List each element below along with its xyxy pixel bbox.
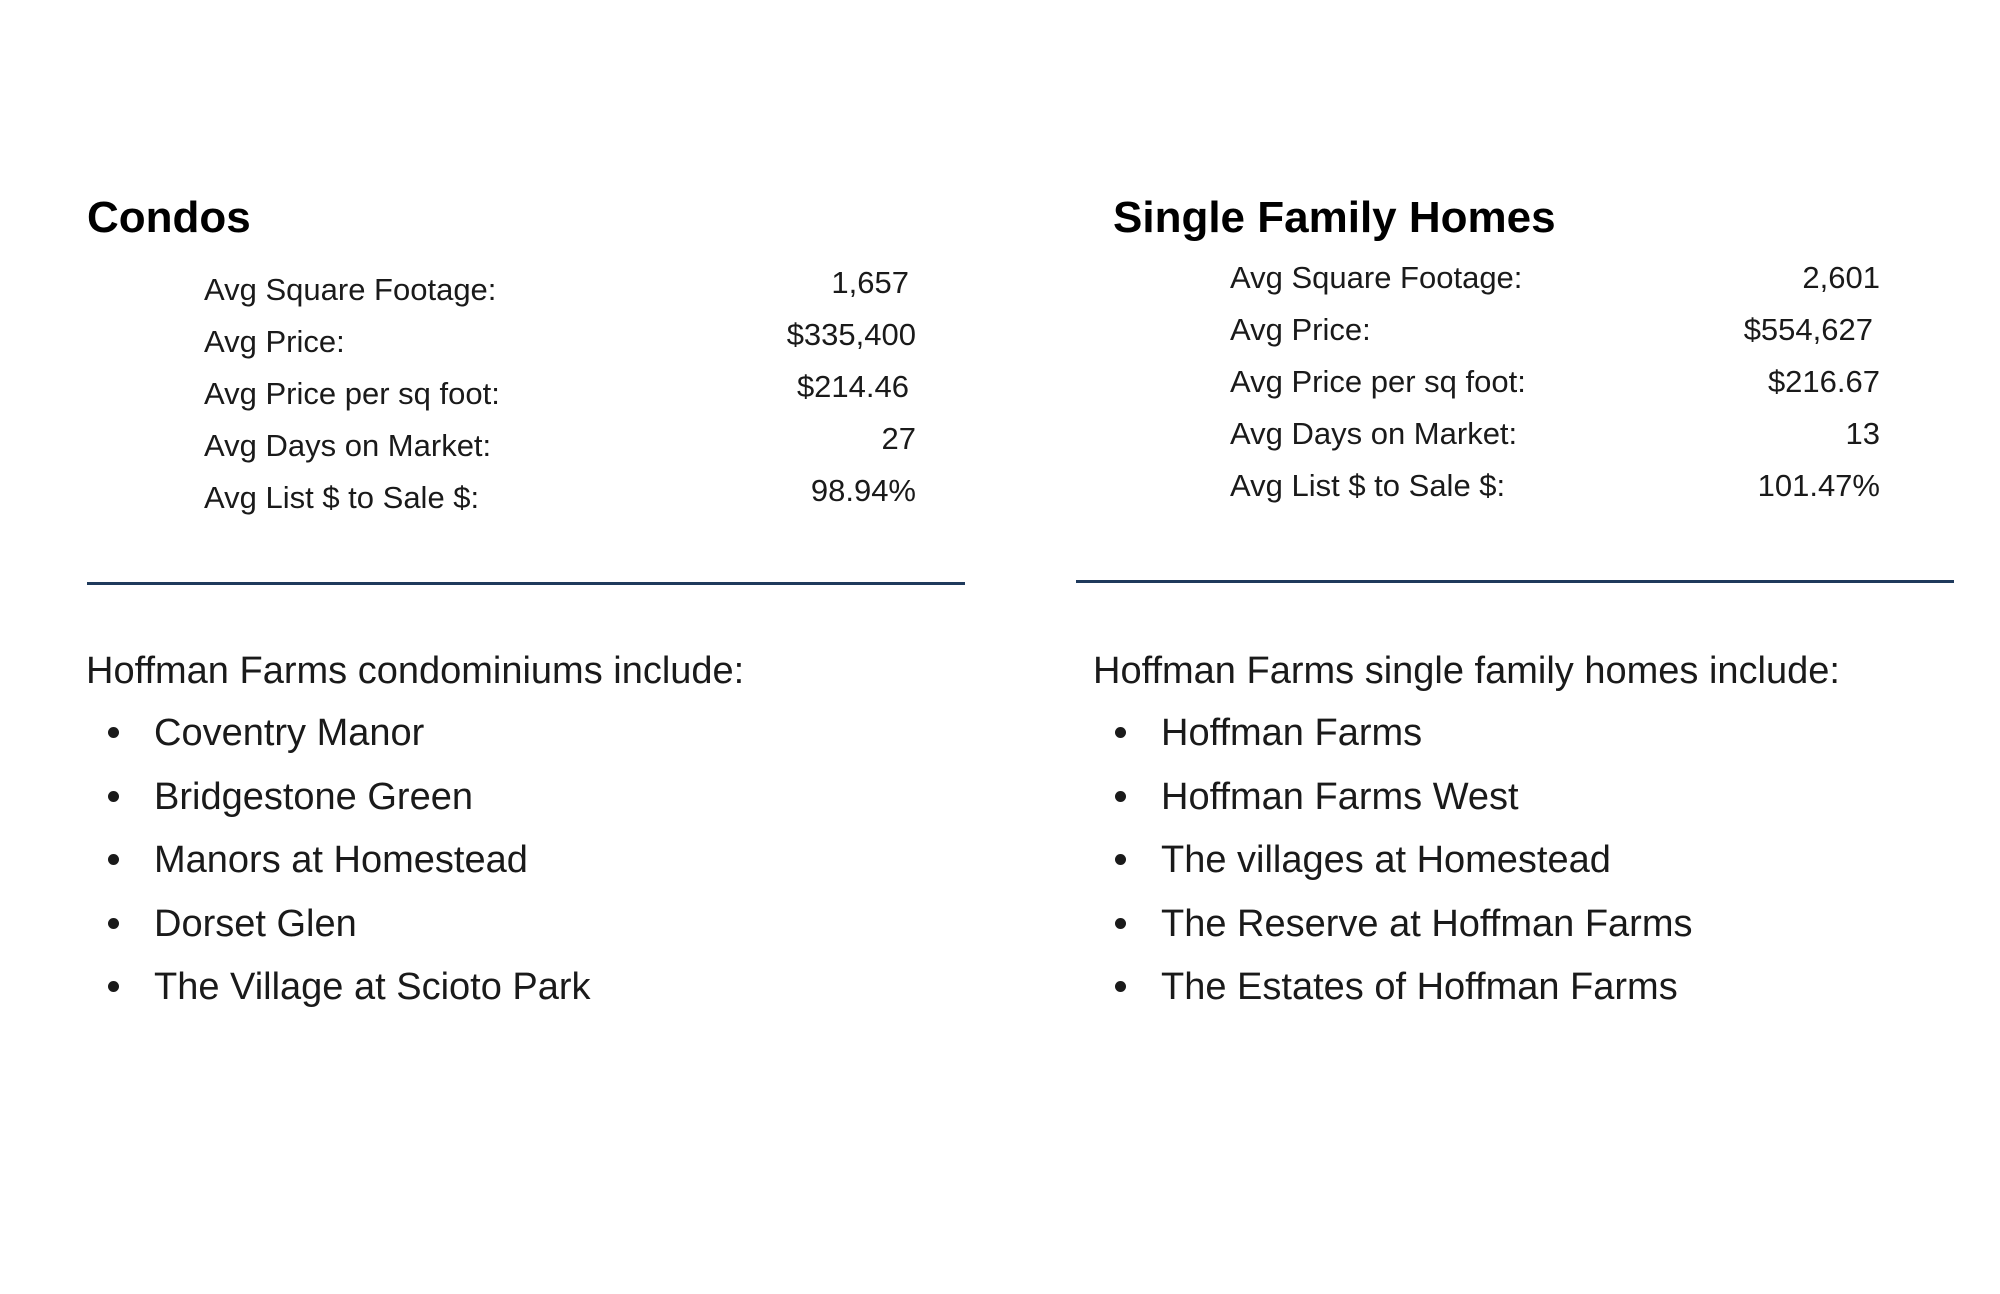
list-item-label: Hoffman Farms West bbox=[1161, 775, 1519, 818]
single-family-stat-row bbox=[1230, 466, 1880, 506]
bullet-icon bbox=[1115, 854, 1126, 865]
bullet-icon bbox=[1115, 791, 1126, 802]
bullet-icon bbox=[1115, 918, 1126, 929]
single-family-stat-label: Avg List $ to Sale $: bbox=[1230, 468, 1506, 503]
list-item-label: The villages at Homestead bbox=[1161, 839, 1611, 881]
list-item bbox=[86, 710, 591, 774]
bullet-icon bbox=[108, 727, 119, 738]
list-item-label: Bridgestone Green bbox=[154, 775, 473, 818]
condos-stat-row bbox=[204, 422, 916, 462]
single-family-stat-value: 101.47% bbox=[1757, 468, 1880, 503]
condos-stat-row bbox=[204, 370, 916, 410]
list-item bbox=[1093, 837, 1692, 901]
list-item-label: Coventry Manor bbox=[154, 712, 425, 754]
single-family-stat-label: Avg Price: bbox=[1230, 312, 1371, 347]
condos-stat-value: 98.94% bbox=[810, 473, 916, 508]
condos-stat-value: $335,400 bbox=[786, 317, 916, 352]
single-family-stat-value: 13 bbox=[1845, 416, 1880, 451]
bullet-icon bbox=[108, 918, 119, 929]
condos-stat-label: Avg Days on Market: bbox=[204, 428, 492, 463]
single-family-intro: Hoffman Farms single family homes include: bbox=[1093, 650, 1840, 692]
single-family-list bbox=[1093, 710, 1692, 1028]
list-item bbox=[86, 774, 591, 838]
list-item-label: The Estates of Hoffman Farms bbox=[1161, 966, 1678, 1008]
condos-heading: Condos bbox=[87, 193, 251, 242]
single-family-stat-row bbox=[1230, 258, 1880, 298]
condos-stat-label: Avg List $ to Sale $: bbox=[204, 480, 480, 515]
list-item-label: The Village at Scioto Park bbox=[154, 966, 591, 1008]
bullet-icon bbox=[108, 981, 119, 992]
bullet-icon bbox=[1115, 727, 1126, 738]
bullet-icon bbox=[1115, 981, 1126, 992]
condos-intro: Hoffman Farms condominiums include: bbox=[86, 650, 745, 692]
condos-divider bbox=[87, 582, 965, 585]
single-family-stat-label: Avg Square Footage: bbox=[1230, 260, 1523, 295]
list-item bbox=[1093, 774, 1692, 838]
condos-stat-value: 27 bbox=[881, 421, 916, 456]
list-item bbox=[86, 901, 591, 965]
single-family-heading: Single Family Homes bbox=[1113, 193, 1556, 242]
single-family-divider bbox=[1076, 580, 1954, 583]
condos-stat-label: Avg Price per sq foot: bbox=[204, 376, 500, 411]
list-item bbox=[86, 837, 591, 901]
list-item-label: Manors at Homestead bbox=[154, 839, 528, 881]
condos-stat-row bbox=[204, 266, 916, 306]
bullet-icon bbox=[108, 854, 119, 865]
list-item-label: Dorset Glen bbox=[154, 902, 357, 945]
condos-stat-row bbox=[204, 318, 916, 358]
single-family-stat-row bbox=[1230, 362, 1880, 402]
list-item bbox=[86, 964, 591, 1028]
list-item bbox=[1093, 901, 1692, 965]
condos-stat-label: Avg Square Footage: bbox=[204, 272, 497, 307]
bullet-icon bbox=[108, 791, 119, 802]
single-family-stat-row bbox=[1230, 414, 1880, 454]
single-family-stat-row bbox=[1230, 310, 1880, 350]
list-item bbox=[1093, 710, 1692, 774]
list-item-label: Hoffman Farms bbox=[1161, 712, 1423, 754]
list-item bbox=[1093, 964, 1692, 1028]
single-family-stat-value: $554,627 bbox=[1743, 312, 1873, 347]
single-family-stat-value: $216.67 bbox=[1767, 364, 1880, 399]
condos-stat-label: Avg Price: bbox=[204, 324, 345, 359]
single-family-stat-value: 2,601 bbox=[1802, 260, 1880, 295]
condos-stat-value: $214.46 bbox=[796, 369, 909, 404]
condos-stat-value: 1,657 bbox=[831, 265, 909, 300]
condos-stat-row bbox=[204, 474, 916, 514]
condos-list bbox=[86, 710, 591, 1028]
list-item-label: The Reserve at Hoffman Farms bbox=[1161, 902, 1693, 945]
single-family-stat-label: Avg Price per sq foot: bbox=[1230, 364, 1526, 399]
single-family-stat-label: Avg Days on Market: bbox=[1230, 416, 1518, 451]
